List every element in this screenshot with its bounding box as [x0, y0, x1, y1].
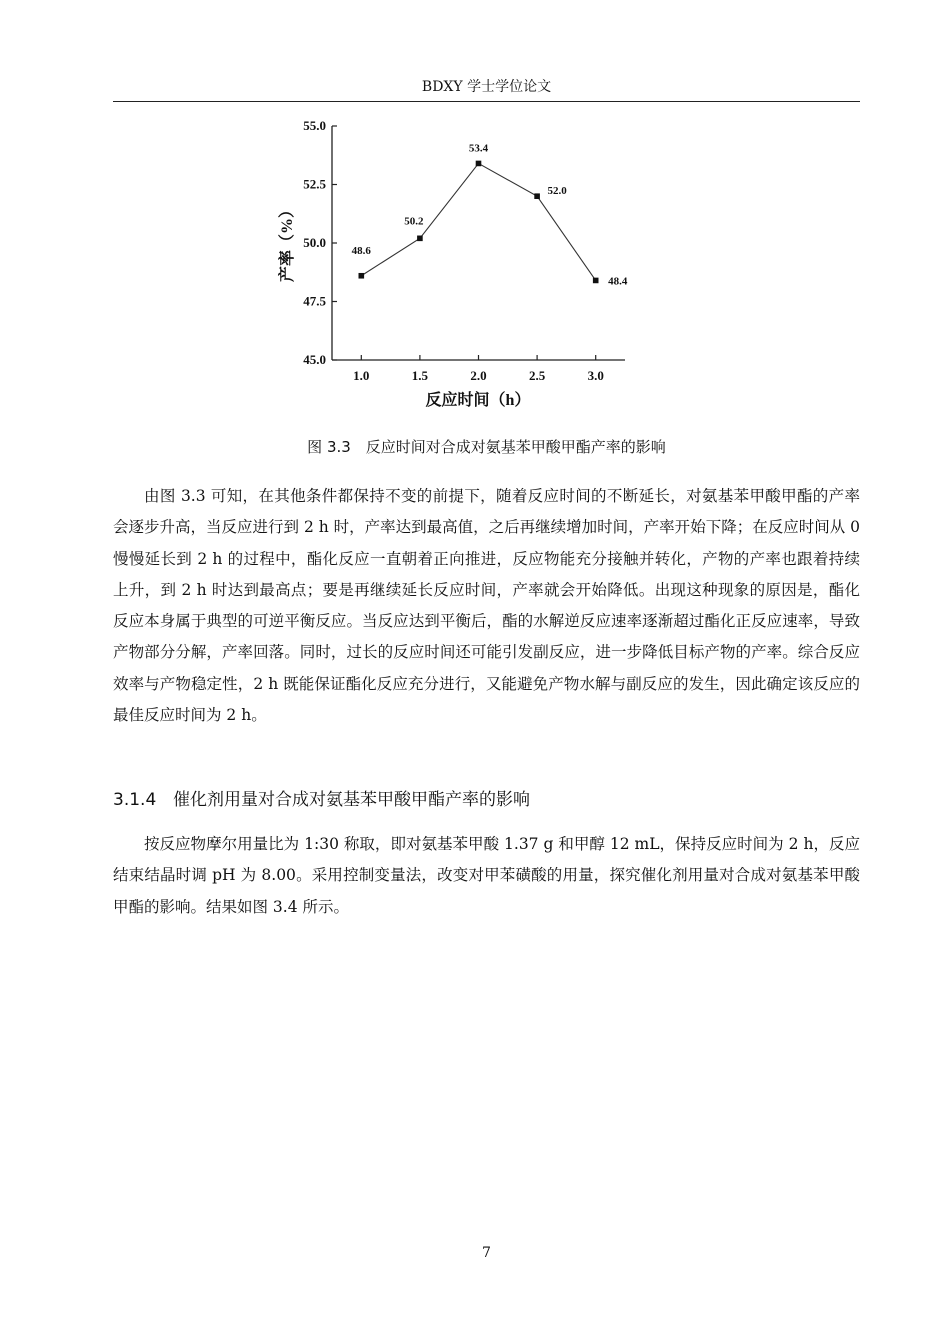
x-axis-label: 反应时间（h） [425, 392, 531, 409]
data-label: 48.6 [351, 244, 371, 257]
section-heading [113, 786, 860, 814]
y-axis-label: 产率（%） [279, 201, 296, 283]
figure-caption: 图 3.3 反应时间对合成对氨基苯甲酸甲酯产率的影响 [307, 438, 666, 456]
series-line [361, 163, 595, 280]
header-divider [113, 101, 860, 102]
y-tick-label: 55.0 [303, 118, 326, 133]
section-number: 3.1.4 [113, 790, 157, 810]
x-tick-label: 1.0 [353, 368, 370, 383]
data-label: 52.0 [547, 185, 567, 198]
body-paragraph: 由图 3.3 可知，在其他条件都保持不变的前提下，随着反应时间的不断延长，对氨基苯甲酸甲酯的产率会逐步升高，当反应进行到 2 h 时，产率达到最高值，之后再继续增加时间，产率开始下降；在反应时间从 0 慢慢延长到 2 h 的过程中，酯化反应一直朝着正向推进，反应物能充分接触并转化，产物的产率也跟着持续上升，到 2 h 时达到最高点；要是再继续延长反应时间，产率就会开始降低。出现这种现象的原因是，酯化反应本身属于典型的可逆平衡反应。当反应达到平衡后，酯的水解逆反应速率逐渐超过酯化正反应速率，导致产物部分分解，产率回落。同时，过长的反应时间还可能引发副反应，进一步降低目标产物的产率。综合反应效率与产物稳定性，2 h 既能保证酯化反应充分进行，又能避免产物水解与副反应的发生，因此确定该反应的最佳反应时间为 2 h。 [113, 487, 860, 725]
chart-ticks [303, 118, 604, 383]
data-point-marker [417, 236, 423, 242]
data-point-marker [359, 273, 365, 279]
x-tick-label: 1.5 [411, 368, 429, 383]
x-tick-label: 3.0 [587, 368, 604, 383]
body-paragraph: 按反应物摩尔用量比为 1:30 称取，即对氨基苯甲酸 1.37 g 和甲醇 12 mL，保持反应时间为 2 h，反应结束结晶时调 pH 为 8.00。采用控制变量法，改变对甲苯磺酸的用量，探究催化剂用量对合成对氨基苯甲酸甲酯的影响。结果如图 3.4 所示。 [113, 835, 860, 916]
yield-vs-time-chart [270, 112, 640, 417]
y-tick-label: 50.0 [303, 235, 326, 250]
data-label: 48.4 [608, 275, 628, 288]
section-title: 催化剂用量对合成对氨基苯甲酸甲酯产率的影响 [173, 790, 530, 810]
running-header: BDXY 学士学位论文 [421, 79, 552, 95]
data-label: 50.2 [404, 215, 424, 228]
y-tick-label: 47.5 [303, 293, 326, 309]
x-tick-label: 2.0 [470, 368, 487, 383]
data-point-marker [476, 161, 482, 167]
page-number: 7 [482, 1245, 491, 1261]
y-tick-label: 52.5 [303, 176, 326, 192]
data-point-marker [534, 193, 540, 199]
y-tick-label: 45.0 [303, 352, 326, 367]
x-tick-label: 2.5 [528, 368, 546, 383]
chart-series [352, 142, 628, 287]
data-point-marker [593, 278, 599, 284]
data-label: 53.4 [468, 142, 489, 155]
